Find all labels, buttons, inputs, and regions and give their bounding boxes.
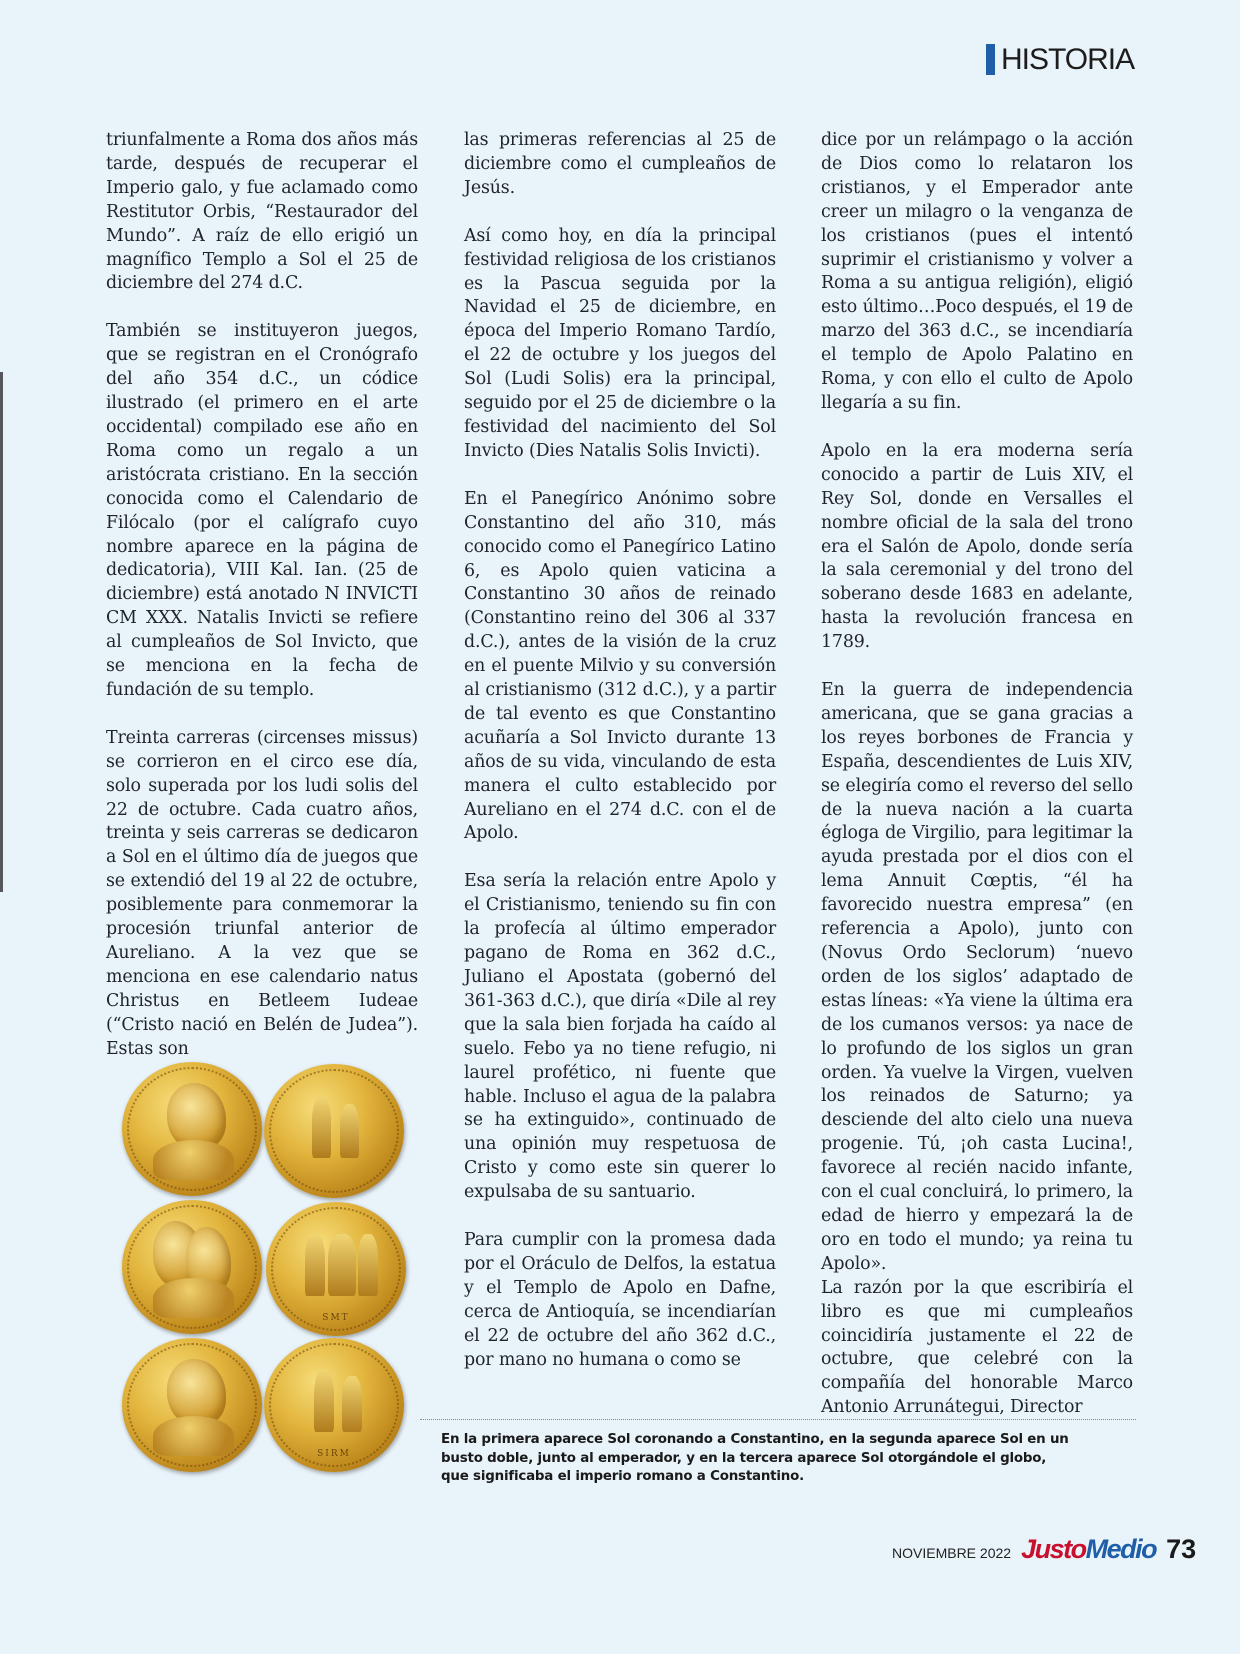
page-footer <box>892 1534 1196 1565</box>
coin-sol-globe <box>264 1338 404 1472</box>
article-column-2 <box>464 129 776 1373</box>
logo-part-justo: Justo <box>1021 1534 1086 1564</box>
paragraph: En la guerra de independencia americana, que se gana gracias a los reyes borbones de Francia y España, descendientes de Luis XIV, se elegiría como el reverso del sello de la nueva nación a la cuarta égloga de Virgilio, para legitimar la ayuda prestada por el dios con el lema Annuit Cœptis, “él ha favorecido nuestra empresa” (en referencia a Apolo), junto con (Novus Ordo Seclorum) ‘nuevo orden de los siglos’ adaptado de estas líneas: «Ya viene la última era de los cumanos versos: ya nace de lo profundo de los siglos un gran orden. Ya vuelve la Virgen, vuelven los reinados de Saturno; ya desciende del alto cielo una nueva progenie. Tú, ¡oh casta Lucina!, favorece al recién nacido infante, con el cual concluirá, lo primero, la edad de hierro y empezará la de oro en todo el mundo; ya reina tu Apolo». <box>821 680 1133 1274</box>
paragraph: En el Panegírico Anónimo sobre Constantino del año 310, más conocido como el Panegírico Latino 6, es Apolo quien vaticina a Constantino 30 años de reinado (Constantino reino del 306 al 337 d.C.), antes de la visión de la cruz en el puente Milvio y su conversión al cristianismo (312 d.C.), y a partir de tal evento es que Constantino acuñaría a Sol Invicto durante 13 años de su vida, vinculando de esta manera el culto establecido por Aureliano en el 274 d.C. con el de Apolo. <box>464 488 776 844</box>
article-column-1 <box>106 129 418 1062</box>
coin-constantine-laureate <box>122 1338 262 1472</box>
coin-constantine-portrait <box>122 1062 262 1196</box>
paragraph: las primeras referencias al 25 de diciembre como el cumpleaños de Jesús. <box>464 130 776 198</box>
section-tag <box>986 44 1134 75</box>
paragraph: Para cumplir con la promesa dada por el Oráculo de Delfos, la estatua y el Templo de Apolo en Dafne, cerca de Antioquía, se incendiarían el 22 de octubre del año 362 d.C., por mano no humana o como se <box>464 1230 776 1370</box>
paragraph: triunfalmente a Roma dos años más tarde, después de recuperar el Imperio galo, y fue aclamado como Restitutor Orbis, “Restaurador del Mundo”. A raíz de ello erigió un magnífico Templo a Sol el 25 de diciembre del 274 d.C. <box>106 130 418 294</box>
coin-sol-crowning <box>264 1064 404 1198</box>
page-edge-rule <box>0 372 3 892</box>
paragraph: Treinta carreras (circenses missus) se corrieron en el circo ese día, solo superada por los ludi solis del 22 de octubre. Cada cuatro años, treinta y seis carreras se dedicaron a Sol en el último día de juegos que se extendió del 19 al 22 de octubre, posiblemente para conmemorar la procesión triunfal anterior de Aureliano. A la vez que se menciona en ese calendario natus Christus en Betleem Iudeae (“Cristo nació en Belén de Judea”). Estas son <box>106 727 418 1059</box>
issue-date: NOVIEMBRE 2022 <box>892 1545 1012 1561</box>
paragraph: Esa sería la relación entre Apolo y el Cristianismo, teniendo su fin con la profecía al último emperador pagano de Roma en 362 d.C., Juliano el Apostata (gobernó del 361-363 d.C.), que diría «Dile al rey que la sala bien forjada ha caído al suelo. Febo ya no tiene refugio, ni laurel profético, ni fuente que hable. Incluso el agua de la palabra se ha extinguido», continuado de una opinión muy respetuosa de Cristo y como este sin querer lo expulsaba de su santuario. <box>464 871 776 1203</box>
roman-coins-image <box>118 1058 410 1474</box>
coin-horseman <box>266 1202 406 1336</box>
paragraph: Apolo en la era moderna sería conocido a partir de Luis XIV, el Rey Sol, donde en Versalles el nombre oficial de la sala del trono era el Salón de Apolo, donde sería la sala ceremonial y del trono del soberano desde 1683 en adelante, hasta la revolución francesa en 1789. <box>821 440 1133 653</box>
magazine-logo <box>1021 1534 1156 1565</box>
coin-double-bust <box>122 1200 262 1334</box>
coin-mint-mark: SIRM <box>317 1448 351 1459</box>
article-column-3 <box>821 129 1133 1420</box>
page-number: 73 <box>1166 1534 1197 1564</box>
paragraph: dice por un relámpago o la acción de Dios como lo relataron los cristianos, y el Emperador ante creer un milagro o la venganza de los cristianos (pues el intentó suprimir el cristianismo y volver a Roma a su antigua religión), eligió esto último…Poco después, el 19 de marzo del 363 d.C., se incendiaría el templo de Apolo Palatino en Roma, y con ello el culto de Apolo llegaría a su fin. <box>821 130 1133 413</box>
coin-mint-mark: SMT <box>322 1312 350 1323</box>
section-accent-bar <box>986 44 995 75</box>
paragraph: La razón por la que escribiría el libro es que mi cumpleaños coincidiría justamente el 22 de octubre, que celebré con la compañía del honorable Marco Antonio Arrunátegui, Director <box>821 1277 1133 1418</box>
logo-part-medio: Medio <box>1085 1534 1157 1564</box>
paragraph: También se instituyeron juegos, que se registran en el Cronógrafo del año 354 d.C., un códice ilustrado (el primero en el arte occidental) compilado ese año en Roma como un regalo a un aristócrata cristiano. En la sección conocida como el Calendario de Filócalo (por el calígrafo cuyo nombre aparece en la página de dedicatoria), VIII Kal. Ian. (25 de diciembre) está anotado N INVICTI CM XXX. Natalis Invicti se refiere al cumpleaños de Sol Invicto, que se menciona en la fecha de fundación de su templo. <box>106 321 418 700</box>
image-caption: En la primera aparece Sol coronando a Constantino, en la segunda aparece Sol en un busto doble, junto al emperador, y en la tercera aparece Sol otorgándole el globo, que significaba el imperio romano a Constantino. <box>441 1432 1069 1485</box>
caption-divider <box>420 1419 1136 1420</box>
section-title: HISTORIA <box>1001 43 1135 76</box>
paragraph: Así como hoy, en día la principal festividad religiosa de los cristianos es la Pascua seguida por la Navidad el 25 de diciembre, en época del Imperio Romano Tardío, el 22 de octubre y los juegos del Sol (Ludi Solis) era la principal, seguido por el 25 de diciembre o la festividad del nacimiento del Sol Invicto (Dies Natalis Solis Invicti). <box>464 225 776 461</box>
